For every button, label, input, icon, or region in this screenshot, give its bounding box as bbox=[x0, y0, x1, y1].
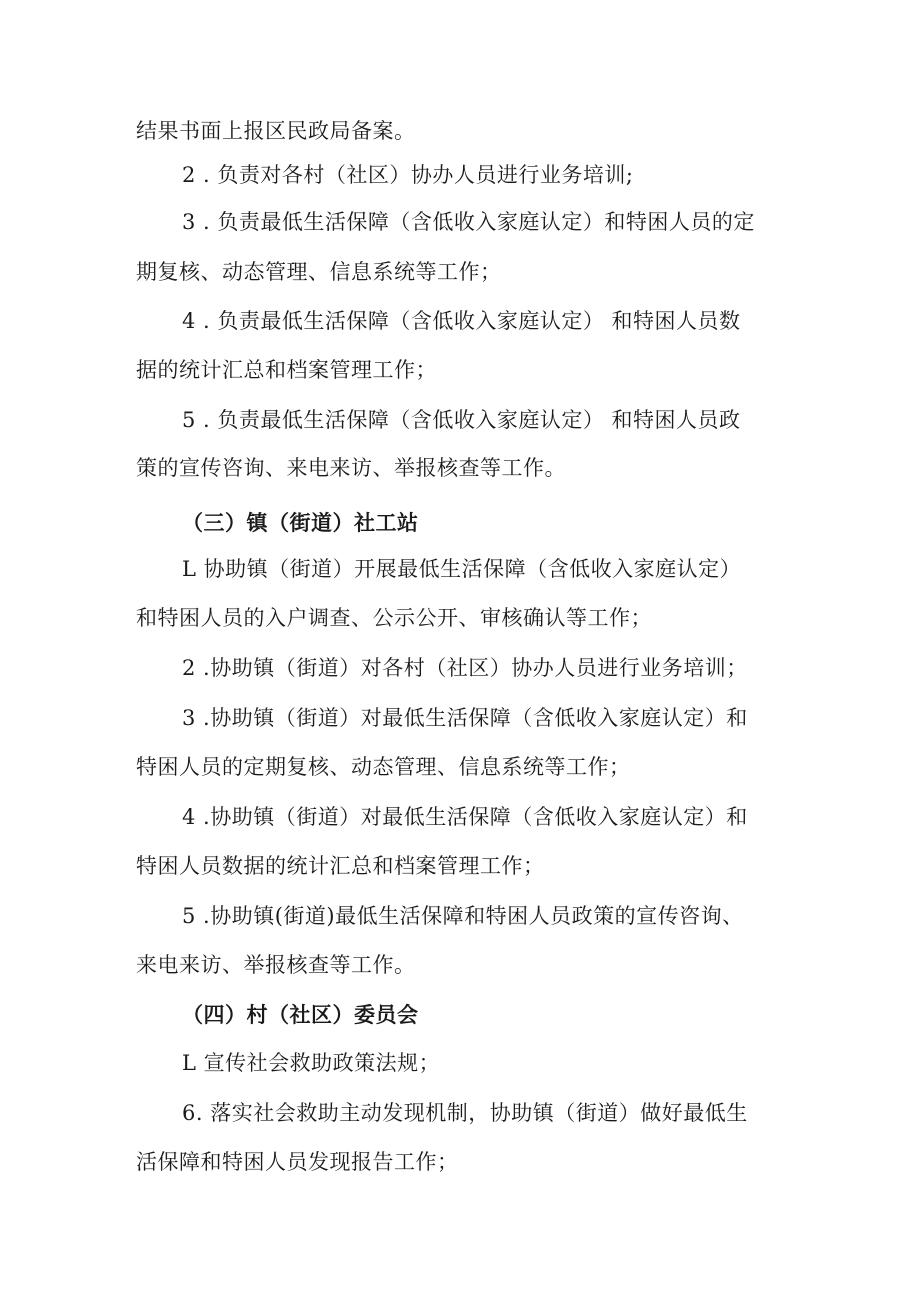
paragraph-line: 和特困人员的入户调查、公示公开、审核确认等工作； bbox=[136, 606, 652, 630]
paragraph-line: 活保障和特困人员发现报告工作； bbox=[136, 1150, 459, 1174]
paragraph-line: 4 .协助镇（街道）对最低生活保障（含低收入家庭认定）和 bbox=[182, 805, 748, 829]
paragraph-line: 4 . 负责最低生活保障（含低收入家庭认定） 和特困人员数 bbox=[182, 309, 741, 333]
paragraph-line: 策的宣传咨询、来电来访、举报核查等工作。 bbox=[136, 456, 566, 480]
paragraph-line: L 宣传社会救助政策法规； bbox=[182, 1051, 441, 1075]
paragraph-line: 5 .协助镇(街道)最低生活保障和特困人员政策的宣传咨询、 bbox=[182, 904, 744, 928]
section-heading: （四）村（社区）委员会 bbox=[182, 1003, 419, 1027]
paragraph-line: 2 .协助镇（街道）对各村（社区）协办人员进行业务培训； bbox=[182, 656, 748, 680]
paragraph-line: 6. 落实社会救助主动发现机制，协助镇（街道）做好最低生 bbox=[182, 1101, 748, 1125]
paragraph-line: 特困人员数据的统计汇总和档案管理工作； bbox=[136, 854, 545, 878]
paragraph-line: 据的统计汇总和档案管理工作； bbox=[136, 358, 437, 382]
paragraph-line: 结果书面上报区民政局备案。 bbox=[136, 119, 416, 143]
paragraph-line: 5 . 负责最低生活保障（含低收入家庭认定） 和特困人员政 bbox=[182, 408, 741, 432]
paragraph-line: 特困人员的定期复核、动态管理、信息系统等工作； bbox=[136, 755, 631, 779]
section-heading: （三）镇（街道）社工站 bbox=[182, 511, 419, 535]
paragraph-line: 3 . 负责最低生活保障（含低收入家庭认定）和特困人员的定 bbox=[182, 210, 755, 234]
paragraph-line: 来电来访、举报核查等工作。 bbox=[136, 953, 416, 977]
paragraph-line: 期复核、动态管理、信息系统等工作； bbox=[136, 260, 502, 284]
paragraph-line: 3 .协助镇（街道）对最低生活保障（含低收入家庭认定）和 bbox=[182, 706, 748, 730]
paragraph-line: 2 . 负责对各村（社区）协办人员进行业务培训; bbox=[182, 163, 634, 187]
paragraph-line: L 协助镇（街道）开展最低生活保障（含低收入家庭认定） bbox=[182, 557, 742, 581]
